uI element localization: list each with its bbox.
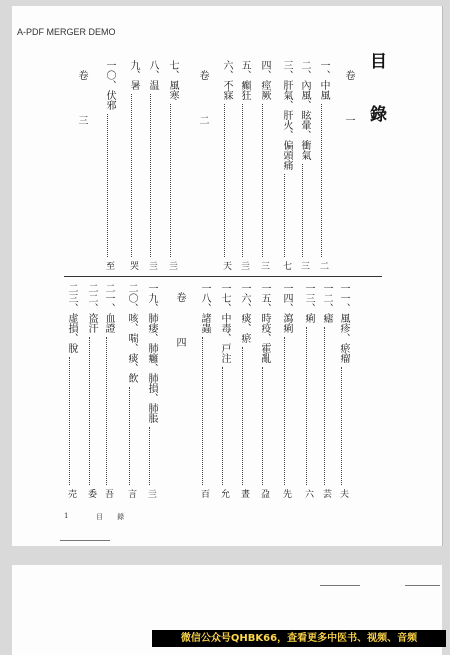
toc-entry xyxy=(101,283,116,498)
leader-dots xyxy=(262,104,263,257)
toc-entry-page: 七 xyxy=(281,261,291,270)
leader-dots xyxy=(262,367,263,485)
promo-banner: 微信公众号QHBK66，查看更多中医书、视频、音频 xyxy=(152,630,446,647)
toc-entry xyxy=(301,283,316,498)
page-number: 1 xyxy=(64,512,69,520)
leader-dots xyxy=(302,164,303,257)
toc-entry-label: 七、風寒 xyxy=(167,60,178,100)
leader-dots xyxy=(149,427,150,485)
toc-entry-label: 二〇、咳、喘、痰、飲 xyxy=(126,283,137,383)
toc-entry-page: 吾 xyxy=(103,489,113,498)
leader-dots xyxy=(242,104,243,257)
toc-entry xyxy=(237,60,252,270)
toc-entry-page: 委 xyxy=(86,489,96,498)
toc-entry xyxy=(102,60,117,270)
page-edge-mark xyxy=(60,540,110,541)
page-edge-mark xyxy=(320,585,360,586)
toc-entry-page: 晝 xyxy=(239,489,249,498)
toc-entry xyxy=(316,60,331,270)
toc-entry-page: 盁 xyxy=(259,489,269,498)
toc-entry xyxy=(297,60,312,270)
toc-entry-page: 哭 xyxy=(128,261,138,270)
toc-entry xyxy=(84,283,99,498)
leader-dots xyxy=(341,367,342,485)
toc-entry xyxy=(279,60,294,270)
leader-dots xyxy=(69,357,70,485)
watermark: A-PDF MERGER DEMO xyxy=(17,27,116,37)
toc-entry-page: 二 xyxy=(318,261,328,270)
toc-entry-page: 亖 xyxy=(239,261,249,270)
volume-label-2: 卷 二 xyxy=(197,70,208,137)
leader-dots xyxy=(150,94,151,257)
toc-entry-label: 一五、時疫、霍亂 xyxy=(259,283,270,363)
toc-entry xyxy=(257,60,272,270)
toc-entry xyxy=(64,283,79,498)
toc-entry-page: 允 xyxy=(219,489,229,498)
toc-entry-label: 二、內風、眩暈、衝氣 xyxy=(299,60,310,160)
toc-entry-page: 六 xyxy=(303,489,313,498)
volume-label-1: 卷 一 xyxy=(343,70,354,137)
leader-dots xyxy=(89,337,90,485)
toc-entry-label: 一、中風 xyxy=(318,60,329,100)
toc-entry xyxy=(279,283,294,498)
toc-entry-page: 亖 xyxy=(167,261,177,270)
leader-dots xyxy=(324,327,325,485)
toc-entry-label: 一三、痢 xyxy=(303,283,314,323)
toc-entry-label: 一六、痰、瘀 xyxy=(239,283,250,343)
toc-entry-page: 至 xyxy=(104,261,114,270)
toc-entry xyxy=(217,283,232,498)
toc-entry-page: 言 xyxy=(126,489,136,498)
leader-dots xyxy=(284,337,285,485)
toc-entry xyxy=(165,60,180,270)
toc-entry xyxy=(144,283,159,498)
toc-entry-page: 三 xyxy=(299,261,309,270)
toc-entry-label: 六、不寐 xyxy=(221,60,232,100)
leader-dots xyxy=(222,367,223,485)
toc-entry-label: 五、癲狂 xyxy=(239,60,250,100)
toc-entry xyxy=(237,283,252,498)
leader-dots xyxy=(306,327,307,485)
leader-dots xyxy=(107,114,108,257)
toc-entry-page: 夫 xyxy=(338,489,348,498)
toc-entry-label: 二一、血證 xyxy=(103,283,114,333)
toc-entry-label: 一二、瘧 xyxy=(321,283,332,323)
toc-entry-page: 芸 xyxy=(321,489,331,498)
leader-dots xyxy=(131,94,132,257)
leader-dots xyxy=(129,387,130,485)
toc-entry-label: 一七、中毒、戸注 xyxy=(219,283,230,363)
toc-entry-label: 一四、瀉痢 xyxy=(281,283,292,333)
toc-entry-page: 天 xyxy=(221,261,231,270)
toc-entry-page: 百 xyxy=(199,489,209,498)
toc-entry xyxy=(197,283,212,498)
toc-entry-page: 先 xyxy=(281,489,291,498)
toc-entry xyxy=(124,283,139,498)
volume-label-3: 卷 三 xyxy=(76,70,87,137)
leader-dots xyxy=(242,347,243,485)
toc-entry-label: 一〇、伏邪 xyxy=(104,60,115,110)
leader-dots xyxy=(202,337,203,485)
toc-entry xyxy=(257,283,272,498)
toc-entry xyxy=(319,283,334,498)
toc-entry xyxy=(219,60,234,270)
toc-entry-label: 三、肝氣、肝火、偏頭痛 xyxy=(281,60,292,170)
leader-dots xyxy=(106,337,107,485)
toc-entry-page: 三 xyxy=(259,261,269,270)
toc-entry-label: 二二、盗汗 xyxy=(86,283,97,333)
leader-dots xyxy=(321,104,322,257)
leader-dots xyxy=(170,104,171,257)
toc-entry-label: 四、痙厥 xyxy=(259,60,270,100)
toc-entry xyxy=(126,60,141,270)
toc-entry xyxy=(336,283,351,498)
toc-entry-label: 九、暑 xyxy=(128,60,139,90)
toc-entry-label: 一一、風疹、瘀瘤 xyxy=(338,283,349,363)
leader-dots xyxy=(284,174,285,257)
toc-entry-page: 亖 xyxy=(147,261,157,270)
toc-entry-page: 亖 xyxy=(146,489,156,498)
page-title: 目 錄 xyxy=(366,52,386,130)
toc-entry-label: 八、温 xyxy=(147,60,158,90)
toc-entry-page: 売 xyxy=(66,489,76,498)
toc-entry-label: 二三、虚損、脫 xyxy=(66,283,77,353)
toc-entry-label: 一八、諸蟲 xyxy=(199,283,210,333)
running-footer: 目 錄 xyxy=(96,513,131,521)
section-divider xyxy=(64,276,382,277)
leader-dots xyxy=(224,104,225,257)
page-edge-mark xyxy=(405,585,440,586)
toc-entry-label: 一九、肺痿、肺癰、肺損、肺脹 xyxy=(146,283,157,423)
toc-entry xyxy=(145,60,160,270)
volume-label-4: 卷 四 xyxy=(174,292,185,359)
